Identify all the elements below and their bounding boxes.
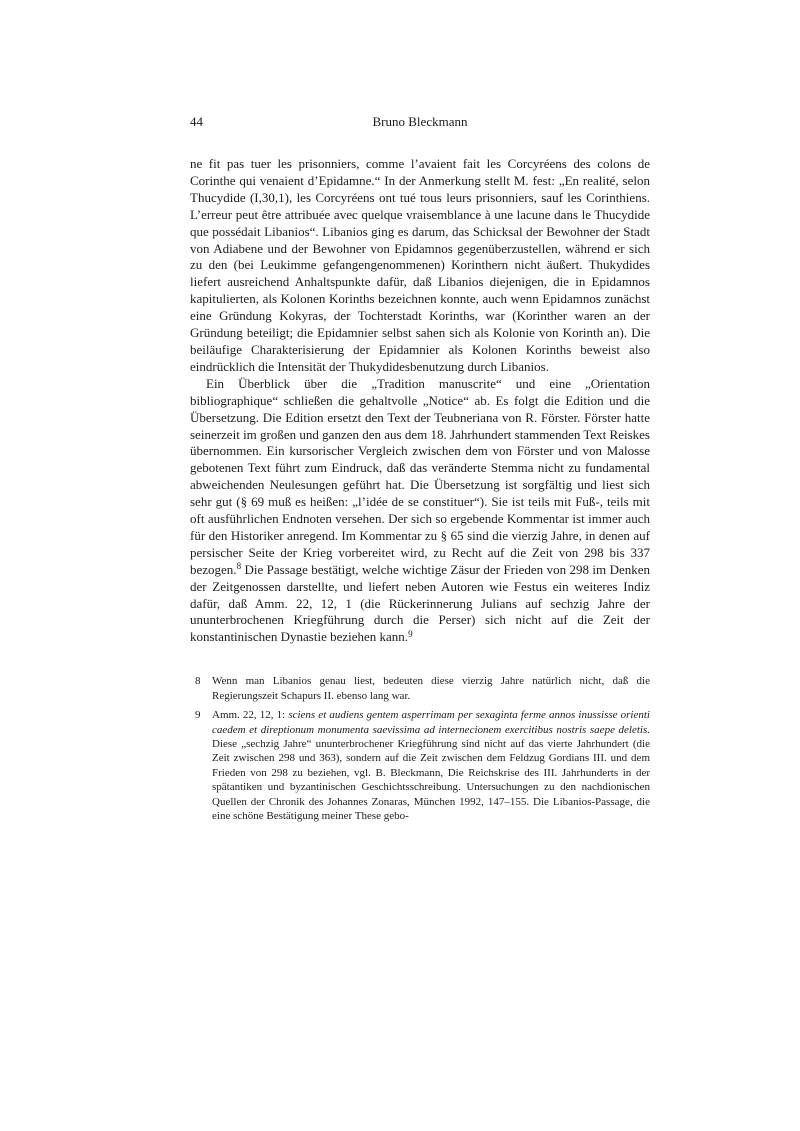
body-paragraph-2 — [190, 376, 650, 647]
footnotes-section — [190, 674, 650, 823]
footnote-9-text — [212, 708, 650, 823]
main-text — [190, 156, 650, 646]
footnote-marker-8: 8 — [236, 561, 242, 572]
footnote-9-commentary: Diese „sechzig Jahre“ ununterbrochener Kriegführung sind nicht auf das vierte Jahrhundert (die Zeit zwischen 298 und 363), sondern auf die Zeit zwischen dem Feldzug Gordians III. und dem Frieden von 298 zu beziehen, vgl. B. Bleckmann, Die Reichskrise des III. Jahrhunderts in der spätantiken und byzantinischen Geschichtsschreibung. Untersuchungen zu den nachdionischen Quellen der Chronik des Johannes Zonaras, München 1992, 147–155. Die Libanios-Passage, die eine schöne Bestätigung meiner These gebo- — [212, 737, 650, 822]
paragraph-2-text-1: Ein Überblick über die „Tradition manuscrite“ und eine „Orientation bibliographique“ schließen die gehaltvolle „Notice“ ab. Es folgt die Edition und die Übersetzung. Die Edition ersetzt den Text der Teubneriana von R. Förster. Förster hatte seinerzeit im großen und ganzen den aus dem 18. Jahrhundert stammenden Text Reiskes übernommen. Ein kursorischer Vergleich zwischen dem von Förster und von Malosse gebotenen Text führt zum Eindruck, daß das veränderte Stemma nicht zu fundamental abweichenden Neulesungen geführt hat. Die Übersetzung ist sorgfältig und liest sich sehr gut (§ 69 muß es heißen: „l’idée de se constituer“). Sie ist teils mit Fuß-, teils mit oft ausführlichen Endnoten versehen. Der sich so ergebende Kommentar ist immer auch für den Historiker anregend. Im Kommentar zu § 65 sind die vierzig Jahre, in denen auf persischer Seite der Krieg vorbereitet wird, zu Recht auf die Zeit von 298 bis 337 bezogen. — [190, 375, 650, 577]
footnote-8-number: 8 — [195, 675, 201, 688]
footnote-9-latin-quote: sciens et audiens gentem asperrimam per sexaginta ferme annos inussisse orienti caedem et direptionum monumenta saevissima ad internecionem exercitibus nostris saepe deletis. — [212, 709, 650, 736]
footnote-8 — [190, 674, 650, 703]
footnote-9-citation-prefix: Amm. 22, 12, 1: — [212, 709, 289, 722]
footnote-marker-9: 9 — [408, 628, 413, 639]
text-block — [190, 114, 650, 823]
footnote-8-text — [212, 674, 650, 703]
page-number: 44 — [190, 114, 203, 129]
running-head: Bruno Bleckmann — [372, 114, 468, 129]
footnote-9-number: 9 — [195, 709, 201, 722]
paragraph-2-text-2: Die Passage bestätigt, welche wichtige Zäsur der Frieden von 298 im Denken der Zeitgenossen darstellte, und liefert neben Autoren wie Festus ein weiteres Indiz dafür, daß Amm. 22, 12, 1 (die Rückerinnerung Julians auf sechzig Jahre der ununterbrochenen Kriegführung durch die Perser) sich nicht auf die Zeit der konstantinischen Dynastie beziehen kann. — [190, 561, 650, 645]
page-header — [190, 114, 650, 130]
footnote-9 — [190, 708, 650, 823]
body-paragraph-1: ne fit pas tuer les prisonniers, comme l’avaient fait les Corcyréens des colons de Corinthe qui venaient d’Epidamne.“ In der Anmerkung stellt M. fest: „En realité, selon Thucydide (I,30,1), les Corcyréens ont tué tous leurs prisonniers, sauf les Corinthiens. L’erreur peut être attribuée avec quelque vraisemblance à une lacune dans le Thucydide que possédait Libanios“. Libanios ging es darum, das Schicksal der Bewohner der Stadt von Adiabene und der Bewohner von Epidamnos gegenüberzustellen, während er sich zu den (bei Leukimme gefangengenommenen) Korinthern nicht äußert. Thukydides liefert ausreichend Anhaltspunkte dafür, daß Libanios diejenigen, die in Epidamnos kapitulierten, als Kolonen Korinths bezeichnen konnte, auch wenn Epidamnos zunächst eine Gründung Kokyras, der Tochterstadt Korinths, war (Korinther waren an der Gründung beteiligt; die Epidamnier selbst sahen sich als Kolonie von Korinth an). Die beiläufige Charakterisierung der Epidamnier als Kolonen Korinths beweist also eindrücklich die Intensität der Thukydidesbenutzung durch Libanios. — [190, 156, 650, 374]
footnote-8-body: Wenn man Libanios genau liest, bedeuten diese vierzig Jahre natürlich nicht, daß die Regierungszeit Schapurs II. ebenso lang war. — [212, 675, 650, 702]
